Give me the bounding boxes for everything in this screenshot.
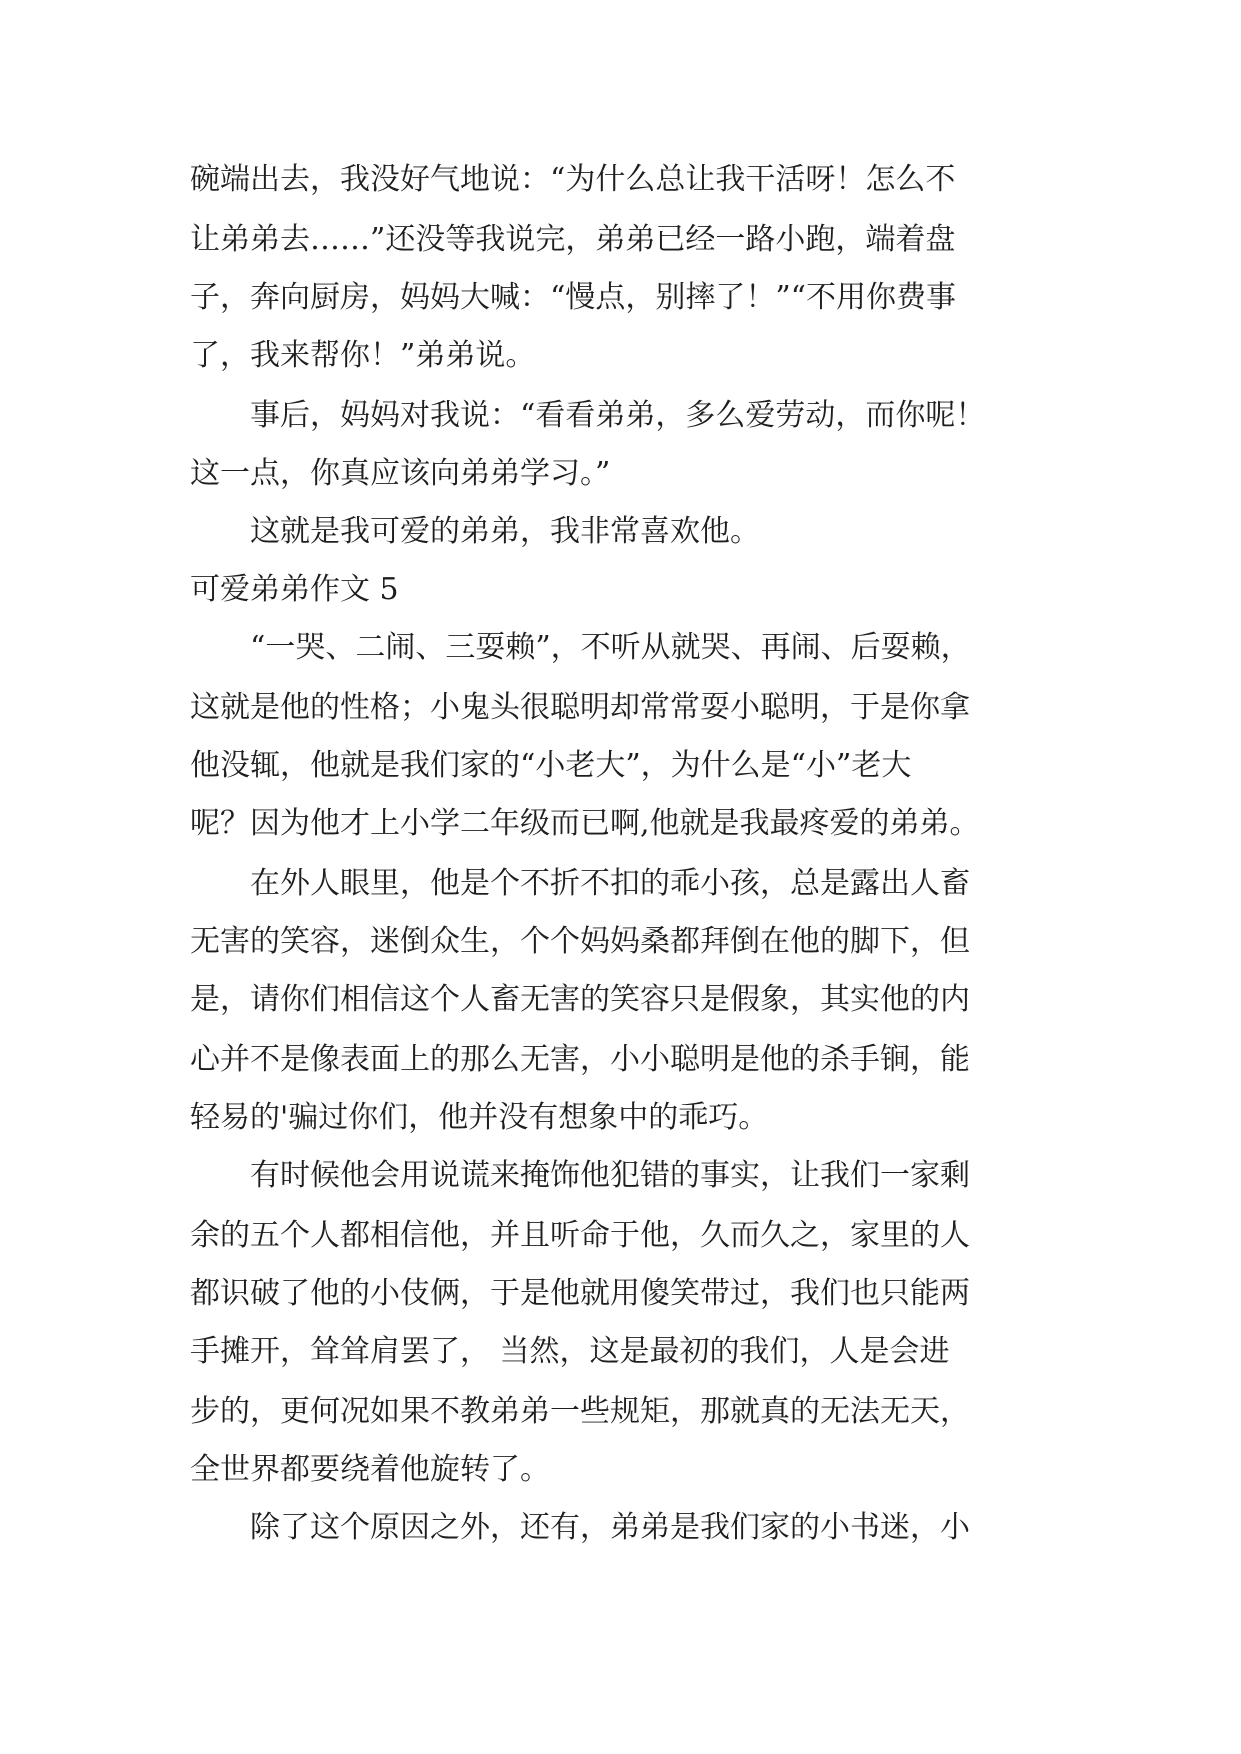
text-line: 心并不是像表面上的那么无害，小小聪明是他的杀手锏，能 xyxy=(190,1042,970,1077)
text-line: 这就是我可爱的弟弟，我非常喜欢他。 xyxy=(190,514,760,549)
text-line: 步的，更何况如果不教弟弟一些规矩，那就真的无法无天， xyxy=(190,1394,970,1429)
section-heading: 可爱弟弟作文 5 xyxy=(190,572,399,607)
text-line: 这就是他的性格；小鬼头很聪明却常常耍小聪明，于是你拿 xyxy=(190,690,970,725)
text-line: 了，我来帮你！”弟弟说。 xyxy=(190,338,536,373)
text-line: 这一点，你真应该向弟弟学习。” xyxy=(190,456,611,491)
text-line: 除了这个原因之外，还有，弟弟是我们家的小书迷，小 xyxy=(190,1510,970,1545)
text-line: 手摊开，耸耸肩罢了， 当然，这是最初的我们，人是会进 xyxy=(190,1334,950,1369)
text-line: 全世界都要绕着他旋转了。 xyxy=(190,1452,550,1487)
text-line: 都识破了他的小伎俩，于是他就用傻笑带过，我们也只能两 xyxy=(190,1276,970,1311)
text-line: 是，请你们相信这个人畜无害的笑容只是假象，其实他的内 xyxy=(190,982,970,1017)
text-line: 余的五个人都相信他，并且听命于他，久而久之，家里的人 xyxy=(190,1218,970,1253)
text-line: 呢？因为他才上小学二年级而已啊,他就是我最疼爱的弟弟。 xyxy=(190,806,980,841)
text-line: 无害的笑容，迷倒众生，个个妈妈桑都拜倒在他的脚下，但 xyxy=(190,924,970,959)
text-line: 子，奔向厨房，妈妈大喊：“慢点，别摔了！”“不用你费事 xyxy=(190,280,957,315)
text-line: 在外人眼里，他是个不折不扣的乖小孩，总是露出人畜 xyxy=(190,866,970,901)
text-line: 轻易的'骗过你们，他并没有想象中的乖巧。 xyxy=(190,1100,769,1135)
text-line: “一哭、二闹、三耍赖”，不听从就哭、再闹、后耍赖， xyxy=(190,630,971,665)
text-line: 碗端出去，我没好气地说：“为什么总让我干活呀！怎么不 xyxy=(190,162,956,197)
text-line: 他没辄，他就是我们家的“小老大”，为什么是“小”老大 xyxy=(190,748,912,783)
text-line: 事后，妈妈对我说：“看看弟弟，多么爱劳动，而你呢！ xyxy=(190,398,986,433)
text-line: 让弟弟去……”还没等我说完，弟弟已经一路小跑，端着盘 xyxy=(190,222,956,257)
text-line: 有时候他会用说谎来掩饰他犯错的事实，让我们一家剩 xyxy=(190,1158,970,1193)
